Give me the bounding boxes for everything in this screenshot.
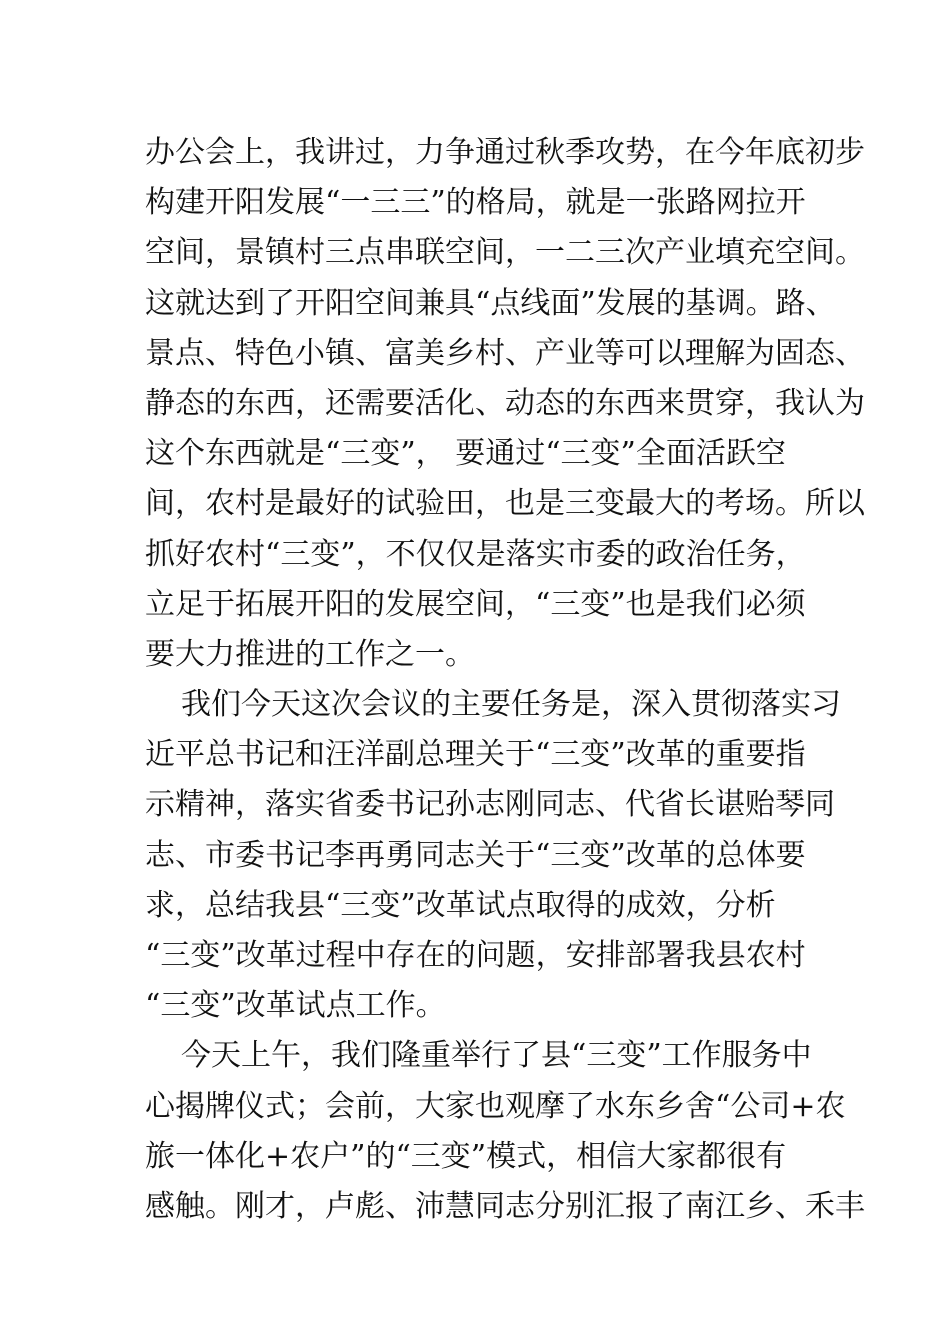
text-line: 求，总结我县“三变”改革试点取得的成效，分析 <box>145 887 776 923</box>
text-line: 示精神，落实省委书记孙志刚同志、代省长谌贻琴同 <box>145 787 835 823</box>
text-line: 旅一体化+农户”的“三变”模式，相信大家都很有 <box>145 1138 787 1174</box>
text-line: 志、市委书记李再勇同志关于“三变”改革的总体要 <box>145 837 806 873</box>
text-line: 今天上午，我们隆重举行了县“三变”工作服务中 <box>181 1038 812 1074</box>
text-line: 立足于拓展开阳的发展空间，“三变”也是我们必须 <box>145 586 806 622</box>
paragraph-2 <box>145 680 841 1031</box>
text-line: 这个东西就是“三变”， 要通过“三变”全面活跃空 <box>145 436 786 472</box>
text-line: 这就达到了开阳空间兼具“点线面”发展的基调。路、 <box>145 285 836 321</box>
document-body <box>145 128 865 1232</box>
text-line: 心揭牌仪式；会前，大家也观摩了水东乡舍“公司+农 <box>145 1088 846 1124</box>
text-line: 抓好农村“三变”，不仅仅是落实市委的政治任务， <box>145 536 806 572</box>
text-line: 近平总书记和汪洋副总理关于“三变”改革的重要指 <box>145 737 806 773</box>
text-line: 我们今天这次会议的主要任务是，深入贯彻落实习 <box>181 687 841 723</box>
text-line: 要大力推进的工作之一。 <box>145 636 475 672</box>
text-line: 构建开阳发展“一三三”的格局，就是一张路网拉开 <box>145 185 806 221</box>
text-line: 办公会上，我讲过，力争通过秋季攻势，在今年底初步 <box>145 135 865 170</box>
text-line: 感触。刚才，卢彪、沛慧同志分别汇报了南江乡、禾丰 <box>145 1188 865 1224</box>
text-line: “三变”改革试点工作。 <box>145 988 446 1024</box>
text-line: “三变”改革过程中存在的问题，安排部署我县农村 <box>145 938 806 973</box>
text-line: 间，农村是最好的试验田，也是三变最大的考场。所以 <box>145 486 865 522</box>
text-line: 景点、特色小镇、富美乡村、产业等可以理解为固态、 <box>145 335 865 371</box>
paragraph-3 <box>145 1031 865 1232</box>
text-line: 空间，景镇村三点串联空间，一二三次产业填充空间。 <box>145 235 865 271</box>
text-line: 静态的东西，还需要活化、动态的东西来贯穿，我认为 <box>145 385 865 421</box>
paragraph-1 <box>145 128 865 680</box>
